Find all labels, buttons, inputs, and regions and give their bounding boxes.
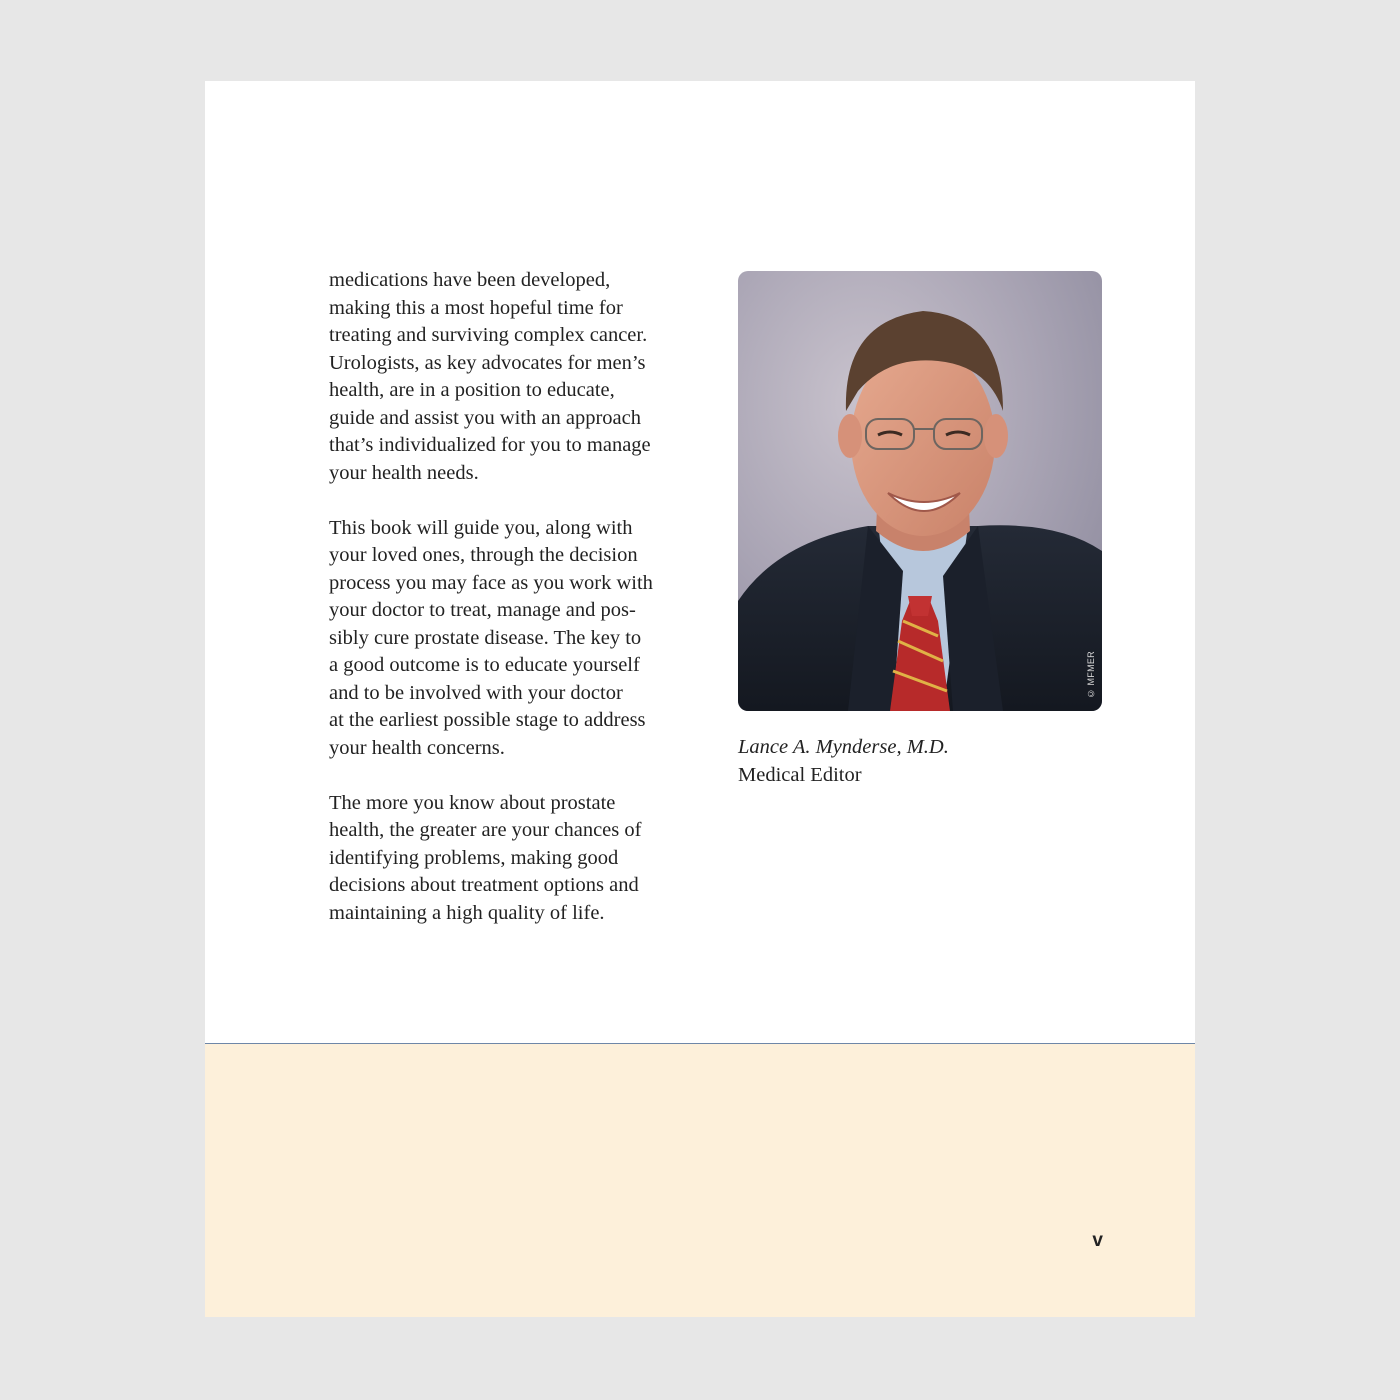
editor-name: Lance A. Mynderse, M.D. — [738, 736, 949, 758]
text-line: guide and assist you with an approach — [329, 406, 641, 429]
portrait-illustration — [738, 271, 1102, 711]
photo-caption — [738, 734, 949, 789]
text-line: your loved ones, through the decision — [329, 544, 638, 566]
text-line: This book will guide you, along with — [329, 516, 633, 539]
paragraph-2 — [329, 515, 709, 763]
text-line: your health concerns. — [329, 736, 505, 759]
text-line: a good outcome is to educate yourself — [329, 654, 640, 676]
text-line: Urologists, as key advocates for men’s — [329, 351, 646, 374]
editor-role: Medical Editor — [738, 763, 862, 786]
text-line: sibly cure prostate disease. The key to — [329, 626, 642, 649]
text-line: treating and surviving complex cancer. — [329, 324, 648, 346]
paragraph-3 — [329, 790, 709, 928]
text-line: medications have been developed, — [329, 269, 611, 291]
footer-band — [205, 1043, 1195, 1317]
portrait-photo — [738, 271, 1102, 711]
text-line: decisions about treatment options and — [329, 874, 639, 896]
text-line: maintaining a high quality of life. — [329, 901, 605, 924]
text-line: that’s individualized for you to manage — [329, 434, 651, 456]
page-number: v — [1092, 1230, 1103, 1251]
body-text — [329, 267, 709, 955]
text-line: your health needs. — [329, 461, 479, 484]
book-page — [205, 81, 1195, 1317]
photo-credit: © MFMER — [1086, 651, 1096, 699]
paragraph-1 — [329, 267, 709, 487]
text-line: at the earliest possible stage to address — [329, 709, 646, 731]
text-line: process you may face as you work with — [329, 571, 653, 594]
text-line: health, are in a position to educate, — [329, 379, 615, 401]
text-line: identifying problems, making good — [329, 846, 619, 869]
text-line: making this a most hopeful time for — [329, 296, 623, 319]
text-line: your doctor to treat, manage and pos- — [329, 599, 636, 621]
text-line: health, the greater are your chances of — [329, 819, 642, 841]
text-line: The more you know about prostate — [329, 791, 616, 814]
text-line: and to be involved with your doctor — [329, 681, 623, 704]
